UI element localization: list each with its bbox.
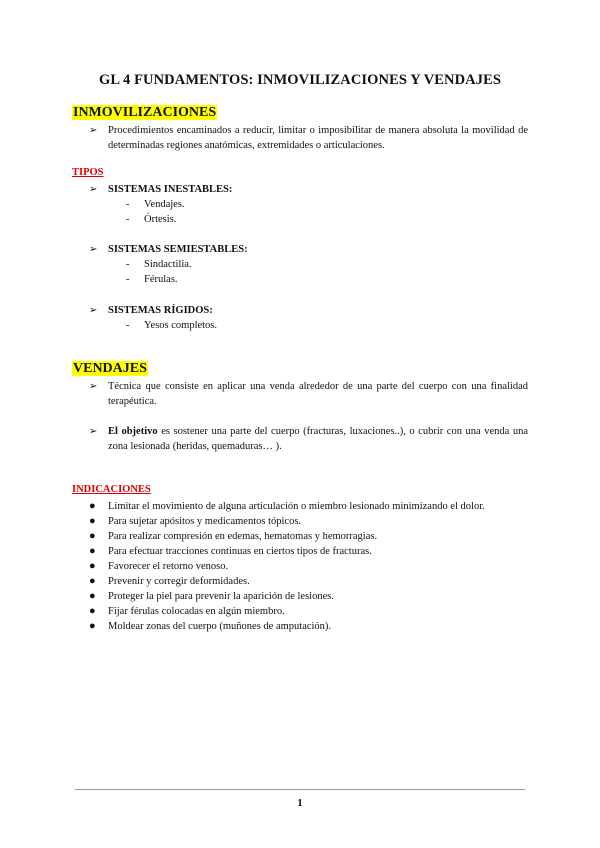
section-heading-inmovilizaciones: INMOVILIZACIONES — [73, 105, 217, 120]
list-item: ● Prevenir y corregir deformidades. — [89, 575, 250, 587]
list-item: ➢ SISTEMAS INESTABLES: — [89, 184, 233, 195]
tipos-group-rigidos — [72, 303, 528, 333]
list-item: ➢ Técnica que consiste en aplicar una venda alrededor de una parte del cuerpo con una finalidad terapéutica. — [89, 381, 528, 407]
document-title: GL 4 FUNDAMENTOS: INMOVILIZACIONES Y VENDAJES — [98, 72, 502, 88]
bullet-dot-icon: ● — [89, 515, 96, 527]
arrow-bullet-icon: ➢ — [89, 305, 98, 316]
bullet-dot-icon: ● — [89, 575, 96, 587]
vendajes-objective — [72, 424, 528, 454]
list-item: - Sindactilia. — [126, 259, 192, 270]
bullet-dot-icon: ● — [89, 620, 96, 632]
section-heading-vendajes: VENDAJES — [73, 361, 147, 376]
list-item: ➢ El objetivo es sostener una parte del cuerpo (fracturas, luxaciones..), o cubrir con una venda una zona lesionada (heridas, quemaduras… ). — [89, 426, 528, 452]
dash-bullet-icon: - — [126, 259, 130, 270]
indicaciones-list — [72, 499, 528, 634]
list-item: ● Limitar el movimiento de alguna articulación o miembro lesionado minimizando el dolor. — [89, 500, 485, 512]
list-item: ➢ Procedimientos encaminados a reducir, limitar o imposibilitar de manera absoluta la movilidad de determinadas regiones anatómicas, extremidades o articulaciones. — [89, 125, 528, 151]
arrow-bullet-icon: ➢ — [89, 244, 98, 255]
arrow-bullet-icon: ➢ — [89, 184, 98, 195]
list-item: ➢ SISTEMAS RÍGIDOS: — [89, 305, 213, 316]
bullet-dot-icon: ● — [89, 530, 96, 542]
bullet-dot-icon: ● — [89, 590, 96, 602]
list-item: - Órtesis. — [126, 214, 177, 225]
dash-bullet-icon: - — [126, 320, 130, 331]
dash-bullet-icon: - — [126, 214, 130, 225]
list-item: ● Proteger la piel para prevenir la aparición de lesiones. — [89, 590, 334, 602]
list-item: ● Para realizar compresión en edemas, hematomas y hemorragias. — [89, 530, 378, 542]
arrow-bullet-icon: ➢ — [89, 125, 98, 136]
bullet-dot-icon: ● — [89, 545, 96, 557]
list-item: - Yesos completos. — [126, 320, 218, 331]
dash-bullet-icon: - — [126, 199, 130, 210]
bullet-dot-icon: ● — [89, 500, 96, 512]
section-heading-indicaciones: INDICACIONES — [72, 484, 151, 495]
list-item: ● Fijar férulas colocadas en algún miembro. — [89, 605, 285, 617]
arrow-bullet-icon: ➢ — [89, 426, 98, 437]
page-number: 1 — [297, 797, 303, 809]
arrow-bullet-icon: ➢ — [89, 381, 98, 392]
vendajes-definition — [72, 379, 528, 409]
list-item: ● Para efectuar tracciones continuas en ciertos tipos de fracturas. — [89, 545, 372, 557]
list-item: ➢ SISTEMAS SEMIESTABLES: — [89, 244, 248, 255]
bullet-dot-icon: ● — [89, 560, 96, 572]
inmovilizaciones-definition — [72, 123, 528, 153]
footer-divider — [75, 789, 525, 790]
tipos-group-inestables — [72, 182, 528, 227]
list-item: - Vendajes. — [126, 199, 185, 210]
list-item: ● Para sujetar apósitos y medicamentos tópicos. — [89, 515, 302, 527]
list-item: ● Favorecer el retorno venoso. — [89, 560, 229, 572]
section-heading-tipos: TIPOS — [72, 167, 104, 178]
list-item: ● Moldear zonas del cuerpo (muñones de amputación). — [89, 620, 332, 632]
bullet-dot-icon: ● — [89, 605, 96, 617]
list-item: - Férulas. — [126, 274, 178, 285]
dash-bullet-icon: - — [126, 274, 130, 285]
tipos-group-semiestables — [72, 242, 528, 287]
